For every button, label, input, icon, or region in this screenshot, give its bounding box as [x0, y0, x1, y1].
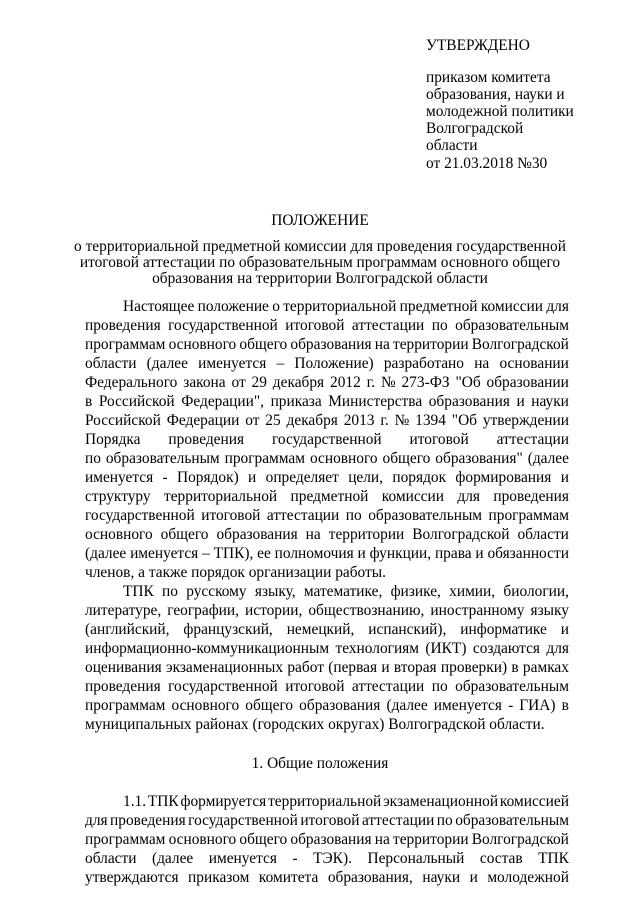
- paragraph2-line: (английский, французский, немецкий, испанский), информатике и: [85, 621, 569, 638]
- paragraph3-line: программам основного общего образования на территории Волгоградской: [85, 831, 569, 848]
- approval-order-line: приказом комитета: [426, 69, 551, 86]
- paragraph2-line: литературе, географии, истории, обществознанию, иностранному языку: [85, 602, 569, 619]
- paragraph2-line: ТПК по русскому языку, математике, физике, химии, биологии,: [123, 583, 569, 600]
- approval-order-line: Волгоградской: [426, 120, 524, 137]
- paragraph1-line: области (далее именуется – Положение) разработано на основании: [85, 355, 569, 372]
- approval-title: УТВЕРЖДЕНО: [426, 37, 530, 54]
- paragraph1-line: государственной итоговой аттестации по образовательным программам: [85, 507, 569, 524]
- document-subtitle-line: образования на территории Волгоградской области: [152, 270, 488, 287]
- approval-order-line: образования, науки и: [426, 86, 565, 103]
- approval-order-line: молодежной политики: [426, 103, 574, 120]
- document-title: ПОЛОЖЕНИЕ: [271, 212, 369, 229]
- paragraph1-line: (далее именуется – ТПК), ее полномочия и функции, права и обязанности: [85, 545, 569, 562]
- paragraph1-line: Порядка проведения государственной итоговой аттестации: [85, 431, 569, 448]
- paragraph1-line: членов, а также порядок организации работы.: [85, 564, 386, 581]
- paragraph1-line: Федерального закона от 29 декабря 2012 г. № 273-ФЗ "Об образовании: [85, 374, 569, 391]
- paragraph2-line: проведения государственной итоговой аттестации по образовательным: [85, 678, 569, 695]
- paragraph1-line: в Российской Федерации", приказа Министерства образования и науки: [85, 393, 569, 410]
- paragraph1-line: структуру территориальной предметной комиссии для проведения: [85, 488, 569, 505]
- approval-date-number: от 21.03.2018 №30: [426, 155, 548, 172]
- approval-order-line: области: [426, 137, 478, 154]
- paragraph2-line: программам основного общего образования (далее именуется - ГИА) в: [85, 697, 569, 714]
- section1-heading: 1. Общие положения: [251, 755, 389, 772]
- paragraph1-line: именуется - Порядок) и определяет цели, порядок формирования и: [85, 469, 569, 486]
- paragraph1-line: Настоящее положение о территориальной предметной комиссии для: [123, 298, 569, 315]
- document-subtitle-line: итоговой аттестации по образовательным программам основного общего: [79, 254, 561, 271]
- paragraph1-line: по образовательным программам основного общего образования" (далее: [85, 450, 569, 467]
- paragraph2-line: информационно-коммуникационным технологиям (ИКТ) создаются для: [85, 640, 569, 657]
- paragraph3-line: области (далее именуется - ТЭК). Персональный состав ТПК: [85, 850, 569, 867]
- paragraph2-line: муниципальных районах (городских округах) Волгоградской области.: [85, 716, 545, 733]
- paragraph1-line: программам основного общего образования на территории Волгоградской: [85, 336, 569, 353]
- paragraph3-line: для проведения государственной итоговой аттестации по образовательным: [85, 812, 569, 829]
- document-subtitle-line: о территориальной предметной комиссии для проведения государственной: [74, 238, 566, 255]
- paragraph3-line: 1.1. ТПК формируется территориальной экзаменационной комиссией: [123, 793, 569, 810]
- paragraph1-line: проведения государственной итоговой аттестации по образовательным: [85, 317, 569, 334]
- paragraph1-line: основного общего образования на территории Волгоградской области: [85, 526, 569, 543]
- paragraph2-line: оценивания экзаменационных работ (первая и вторая проверки) в рамках: [85, 659, 569, 676]
- paragraph1-line: Российской Федерации от 25 декабря 2013 г. № 1394 "Об утверждении: [85, 412, 569, 429]
- paragraph3-line: утверждаются приказом комитета образования, науки и молодежной: [85, 869, 569, 886]
